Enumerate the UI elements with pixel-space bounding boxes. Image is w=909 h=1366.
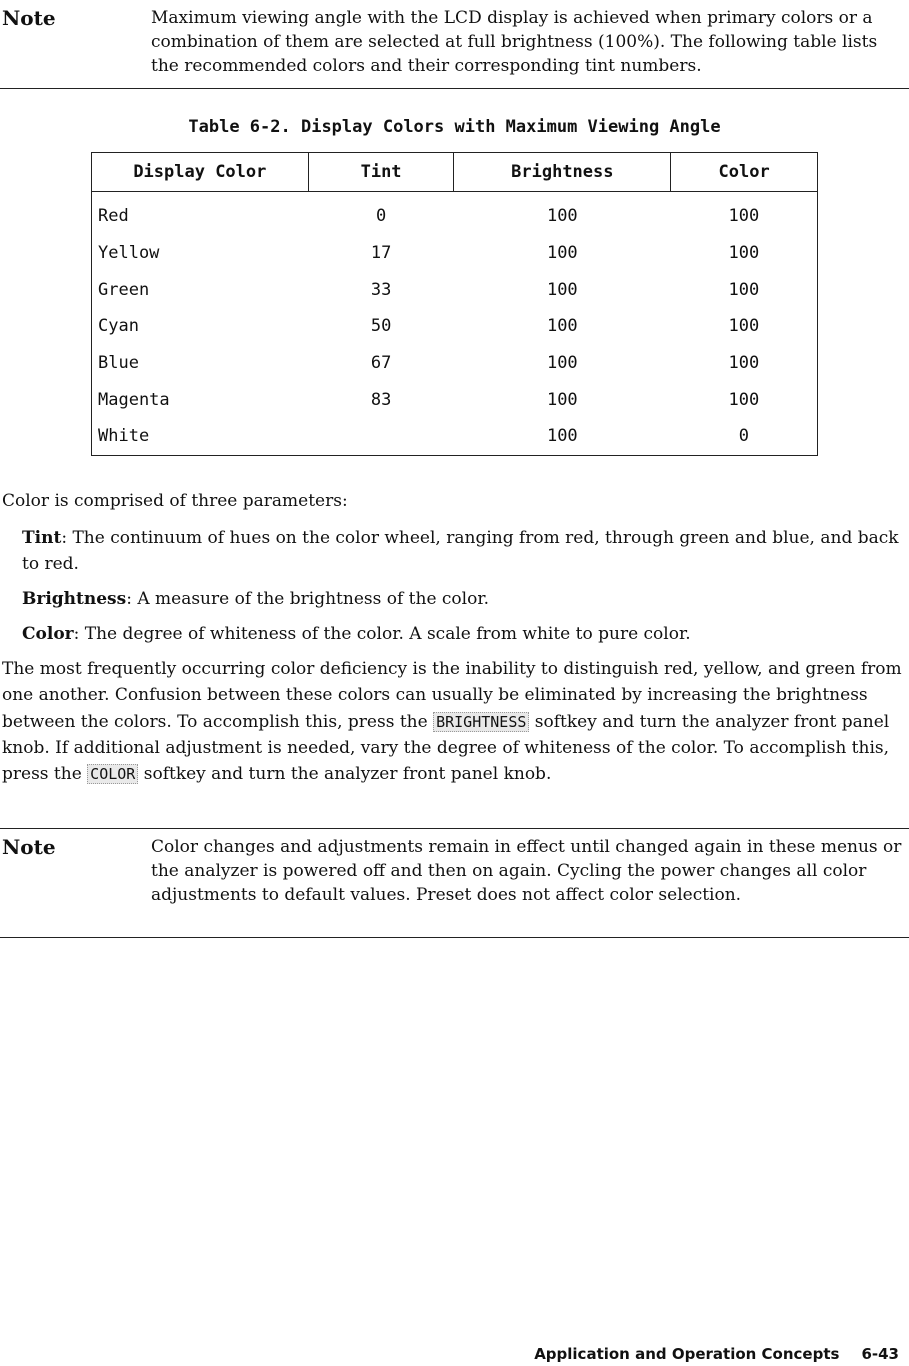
table-cell: 100	[546, 243, 578, 264]
column-header: Color	[671, 153, 818, 192]
table-cell: 100	[546, 206, 578, 227]
table-row	[92, 381, 818, 418]
note-text: Maximum viewing angle with the LCD display is achieved when primary colors or a combination of them are selected at full brightness (100%). The following table lists the recommended colors and their corresponding tint numbers.	[151, 8, 878, 76]
color-definition	[22, 621, 902, 647]
table-cell: 0	[738, 426, 749, 447]
footer-section-title: Application and Operation Concepts	[534, 1345, 840, 1363]
tint-definition	[22, 525, 902, 577]
table-row	[92, 271, 818, 308]
table-cell	[308, 418, 454, 455]
definition-text: : A measure of the brightness of the color.	[126, 589, 490, 609]
definition-term: Brightness	[22, 589, 127, 609]
column-header: Brightness	[454, 153, 671, 192]
definition-term: Color	[22, 624, 74, 644]
table-header-row	[92, 153, 818, 192]
body-text: softkey and turn the analyzer front panel knob.	[138, 764, 552, 785]
table-caption: Table 6-2. Display Colors with Maximum Viewing Angle	[188, 117, 721, 137]
table-cell: Red	[98, 206, 129, 227]
table-cell: 100	[546, 279, 578, 300]
column-header: Display Color	[92, 153, 309, 192]
table-cell: 0	[375, 206, 387, 227]
parameters-intro: Color is comprised of three parameters:	[2, 491, 348, 511]
table-cell: Cyan	[98, 316, 139, 337]
page-number: 6-43	[861, 1345, 899, 1363]
table-cell: Green	[98, 279, 150, 300]
table-cell: 100	[546, 426, 578, 447]
note-label: Note	[2, 6, 56, 30]
table-cell: 33	[370, 279, 392, 300]
table-row	[92, 192, 818, 235]
table-cell: 100	[728, 389, 760, 410]
table-cell: Yellow	[98, 243, 160, 264]
table-cell: 100	[728, 353, 760, 374]
table-cell: 50	[370, 316, 392, 337]
brightness-definition	[22, 586, 902, 612]
table-cell: 83	[370, 389, 392, 410]
table-cell: Magenta	[98, 389, 170, 410]
definition-text: : The continuum of hues on the color wheel, ranging from red, through green and blue, and back to red.	[22, 528, 899, 574]
color-deficiency-paragraph	[2, 656, 902, 787]
note-text: Color changes and adjustments remain in effect until changed again in these menus or the analyzer is powered off and then on again. Cycling the power changes all color adjustments to default values. Preset does not affect color selection.	[151, 837, 902, 905]
column-header: Tint	[308, 153, 454, 192]
table-cell: 100	[728, 316, 760, 337]
note-box-1	[0, 0, 909, 89]
table-row	[92, 345, 818, 382]
page-footer	[534, 1345, 899, 1363]
table-cell: 100	[546, 316, 578, 337]
table-cell: 100	[728, 206, 760, 227]
brightness-softkey: BRIGHTNESS	[433, 712, 529, 732]
definition-text: : The degree of whiteness of the color. A scale from white to pure color.	[73, 624, 691, 644]
definition-term: Tint	[22, 528, 62, 548]
table-row	[92, 308, 818, 345]
body-text: softkey and turn the analyzer front panel knob. If additional adjustment is needed, vary the degree of whiteness of the color. To accomplish this, press the	[2, 711, 890, 785]
table-row	[92, 235, 818, 272]
table-cell: White	[98, 426, 150, 447]
table-cell: 100	[546, 353, 578, 374]
note-label: Note	[2, 835, 56, 859]
table-cell: 100	[728, 243, 760, 264]
display-colors-table	[91, 152, 818, 456]
table-cell: 17	[370, 243, 392, 264]
body-text: The most frequently occurring color deficiency is the inability to distinguish red, yellow, and green from one another. Confusion between these colors can usually be eliminated by increasing the brightness between the colors. To accomplish this, press the	[2, 659, 902, 732]
color-softkey: COLOR	[87, 764, 138, 784]
note-box-2	[0, 828, 909, 938]
table-cell: 100	[546, 389, 578, 410]
table-cell: 100	[728, 279, 760, 300]
table-row	[92, 418, 818, 455]
table-cell: 67	[370, 353, 392, 374]
table-cell: Blue	[98, 353, 139, 374]
